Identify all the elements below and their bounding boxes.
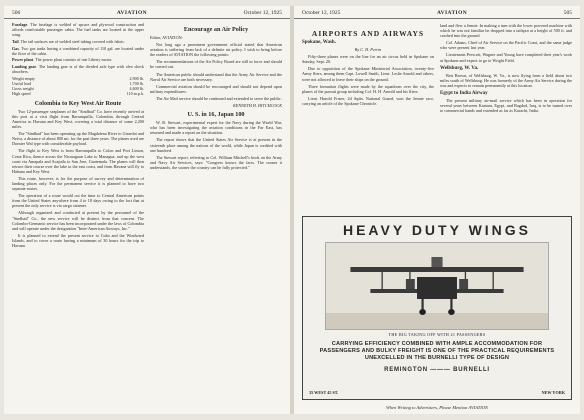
article-paragraph: Three formation flights were made by the squadrons over the city, the planes of the pursuit group including Col. H. H. Arnold and his fliers.	[302, 83, 434, 94]
article-paragraph: This route, however, is for the purpose of survey and determination of landing places only. For the permanent service it is planned to have two separate routes.	[12, 175, 144, 192]
spec-row: Useful load 1,700 lb.	[12, 81, 144, 87]
spec-row: Gross weight 4,600 lb.	[12, 85, 144, 91]
spec-label: Fuselage	[12, 22, 28, 27]
advertiser-footnote: When Writing to Advertisers, Please Mention AVIATION	[385, 405, 489, 410]
article-paragraph: Although organized and conducted at present by the personnel of the "Sindbad" Co., the new service will be distinct from that concern. The Colombo-Germanic service has been incorporated under the laws of Colombia and will operate under the designation "Inter-American Airways, Inc."	[12, 210, 144, 231]
article-paragraph: Not long ago a prominent government official stated that American aviation is suffering from lack of a definite air policy. I wish to bring before the readers of AVIATION the following points:	[150, 42, 282, 58]
article-paragraph: The Air Mail service should be continued and extended to serve the public.	[156, 95, 282, 101]
article-paragraph: The report shows that the United States Air Service is at present in the sixteenth place among the nations of the world, while Japan is credited with one hundred.	[150, 137, 282, 153]
spec-label: Gas	[12, 45, 19, 51]
article-heading-egypt-india: Egypt to India Airway	[440, 90, 488, 96]
spec-text: The power plant consists of one Liberty motor.	[35, 57, 113, 63]
article-paragraph: The Stewart report, referring to Col. William Mitchell's book on the Army and Navy Air Services, says: "Congress knows the facts. The sooner it understands, the sooner the country can be fully protected."	[150, 154, 282, 170]
right-column-1	[302, 23, 434, 115]
ad-photo-caption: THE BIG TAKING OFF WITH 21 PASSENGERS	[388, 332, 486, 337]
spec-text: Two gas tanks having a combined capacity of 110 gal. are located under the floor of the cabin.	[12, 45, 144, 56]
right-page-number: 505	[563, 10, 572, 16]
ad-body-text: CARRYING EFFICIENCY COMBINED WITH AMPLE ACCOMMODATION FOR PASSENGERS AND BULKY FREIGHT IS ONE OF THE PRACTICAL REQUIREMENTS UNEXCELLED IN THE BURNELLI TYPE OF DESIGN	[319, 341, 555, 361]
article-heading-air-policy: Encourage an Air Policy	[183, 26, 249, 33]
left-date: October 12, 1925	[243, 10, 282, 16]
spec-label: Landing gear	[12, 64, 37, 70]
article-paragraph: Due to opposition of the Spokane Ministerial Association, twenty-five Army fliers, among them Capt. Lowell Smith, Lieut. Leslie Arnold and others, were not allowed to leave their ships on the ground.	[302, 66, 434, 82]
article-paragraph: The operation of a route would cut the time to Central American points from the United States anywhere from 4 to 18 days owing to the fact that at present the only service is via cargo steamer.	[12, 193, 144, 209]
ad-headline: HEAVY DUTY WINGS	[342, 222, 532, 238]
ad-address: 35 WEST 45 ST.	[309, 390, 339, 395]
ad-city: NEW YORK	[541, 390, 565, 395]
article-paragraph: Commercial aviation should be encouraged and should not depend upon military expenditures.	[150, 83, 282, 94]
article-paragraph: Col. Adams, Chief of Air Service on the Pacific Coast, and the same judge who were present last year.	[440, 40, 572, 51]
article-heading-wellsburg: Wellsburg, W. Va.	[440, 65, 479, 71]
article-heading-us-japan: U. S. in 16, Japan 100	[187, 111, 245, 119]
article-paragraph: Lieut. Harold Fraser, 2d Sqdn. National Guard, won the Jennie race, carrying an article of the Spokane Chronicle.	[302, 95, 434, 106]
spec-text: The fuselage is welded of spruce and plywood construction and affords comfortable passenger cabin. The fuel tanks are located in the upper wing.	[12, 22, 144, 37]
right-running-head	[294, 6, 580, 19]
left-running-title: AVIATION	[116, 10, 148, 16]
ad-brand: REMINGTON ——— BURNELLI	[384, 367, 490, 373]
spec-text: The tail surfaces are of welded steel tubing covered with fabric.	[20, 38, 125, 44]
spec-label: Tail	[12, 38, 19, 44]
spec-row: Weight empty 2,900 lb.	[12, 76, 144, 82]
article-paragraph: The recommendations of the Air Policy Board are still in force and should be carried out.	[150, 59, 282, 70]
left-page-number: 506	[12, 10, 21, 16]
spec-block: Fuselage. The fuselage is welded of spruce and plywood construction and affords comfortable passenger cabin. The fuel tanks are located in the upper wing. Tail. The tail surfaces are of welded steel tubing covered with fabric. Gas. Two gas tanks having a combined capacity of 110 gal. are located under the floor of the cabin. Power plant. The power plant consists of one Liberty motor. Landing gear. The landing gear is of the divided axle type with oleo shock absorbers. Weight empty 2,900 lb. Useful load 1,700 lb. Gross weight 4,600 lb. High speed 110 m.p.h.	[12, 22, 144, 96]
spec-text: The landing gear is of the divided axle type with oleo shock absorbers.	[12, 64, 144, 75]
article-heading-spokane: Spokane, Wash.	[302, 40, 336, 46]
article-heading-colombia: Colombia to Key West Air Route	[34, 99, 122, 107]
article-byline: By C. H. Perrin	[354, 47, 382, 53]
letter-signature: KENNETH H. HITCHCOCK	[233, 103, 282, 109]
article-paragraph: Fifty-three planes were on the line for an air circus held in Spokane on Sunday, Sept. 20.	[302, 54, 434, 65]
left-running-head	[4, 6, 290, 19]
letter-salutation: Editor, AVIATION:	[150, 35, 183, 40]
article-paragraph: The flight to Key West is from Barranquilla to Colon and Port Limon, Costa Rica, thence across the Nicaraguan Lake to Managua, and up the west coast via Amapala and Acajutla to San Jose, Guatemala. The planes will then retrace their course over the lake to the east coast, and from Havana will fly to Habana and Key West.	[12, 148, 144, 174]
article-paragraph: W. B. Stewart, experimental expert for the Navy during the World War, who has been investigating the aviation conditions in the Far East, has returned and made a report on the situation.	[150, 120, 282, 136]
article-paragraph: Lieutenants Prescott, Wagner and Young have completed their year's work at Spokane and expect to go to Wright Field.	[440, 52, 572, 63]
left-column-2	[150, 23, 282, 250]
article-paragraph: The American public should understand that the Army Air Service and the Naval Air Service are both necessary.	[150, 71, 282, 82]
article-paragraph: The present military air-mail service which has been in operation for several years between Kantara, Egypt, and Bagdad, Iraq, is to be turned over to commercial hands and extended as far as Karachi, India.	[440, 97, 572, 114]
right-date: October 12, 1925	[302, 10, 341, 16]
ad-footer	[309, 390, 565, 395]
article-paragraph: land and flew a Jennie. In making a turn with the lower powered machine with which he was not familiar he dropped into a tailspin at a height of 500 ft. and crashed into the ground.	[440, 23, 572, 39]
burnelli-advertisement	[302, 216, 572, 400]
article-paragraph: It is planned to extend the present service to Cuba and the Windward Islands, and to cover a route having a minimum of 30 hours for the trip to Havana.	[12, 232, 144, 249]
left-column-1	[12, 23, 144, 250]
right-running-title: AVIATION	[436, 10, 468, 16]
article-paragraph: Two 12-passenger seaplanes of the "Sindbad" Co. have recently arrived at this port at a visit flight from Barranquilla, Colombia, through Central America to Havana and Key West, covering a total distance of some 2,200 miles.	[12, 108, 144, 130]
department-heading: AIRPORTS AND AIRWAYS	[311, 29, 425, 38]
airplane-illustration	[326, 243, 548, 329]
article-paragraph: Bert Brown, of Wellsburg, W. Va., is now flying from a field about two miles south of Wellsburg. He was formerly of the Army Air Service during the war and expects to remain permanently at this location.	[440, 72, 572, 88]
article-paragraph: The "Sindbad" has been operating up the Magdalena River to Girardot and Neiva, a distance of about 800 mi. for the past three years. The planes used are Dornier Wal type with considerable payload.	[12, 131, 144, 147]
ad-airplane-photo	[325, 242, 549, 330]
spec-label: Power plant	[12, 57, 34, 63]
left-page	[4, 6, 290, 414]
right-page	[294, 6, 580, 414]
right-column-2	[440, 23, 572, 115]
spec-row: High speed 110 m.p.h.	[12, 90, 144, 96]
